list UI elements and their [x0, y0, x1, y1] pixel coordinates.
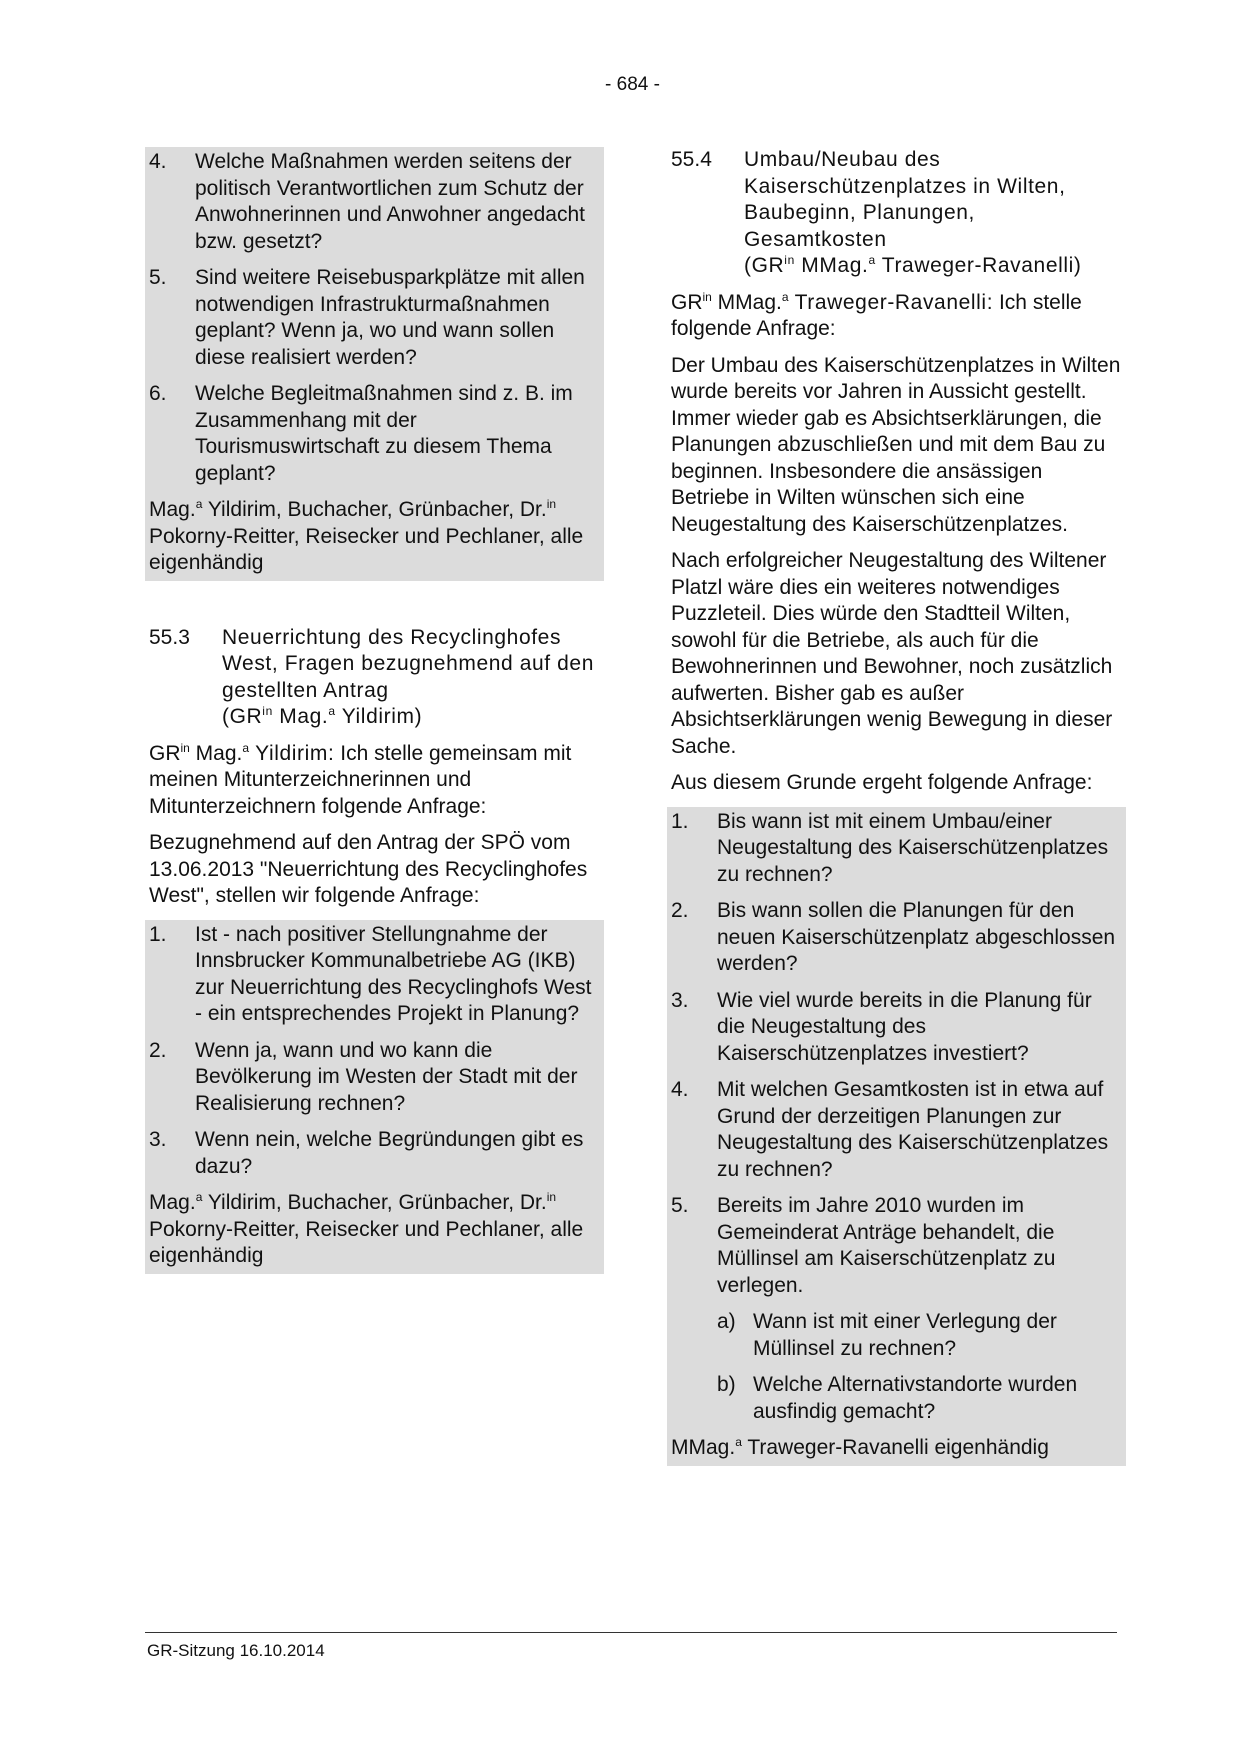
item-letter: b) [717, 1373, 736, 1396]
item-number: 3. [671, 988, 689, 1012]
list-item [671, 1077, 1122, 1183]
item-text: Ist - nach positiver Stellungnahme der Innsbrucker Kommunalbetriebe AG (IKB) zur Neuerrichtung des Recyclinghofs West - ein entsprechendes Projekt in Planung? [195, 922, 592, 1025]
item-number: 5. [149, 266, 167, 289]
list-item [671, 988, 1122, 1068]
item-number: 2. [671, 899, 689, 922]
speaker-intro: $GR^{in}$ Mag.$^a$ Yildirim: Ich stelle gemeinsam mit meinen Mitunterzeichnerinnen und Mitunterzeichnern folgende Anfrage: [149, 740, 572, 818]
list-item [671, 898, 1122, 978]
signatories: Mag.$^a$ Yildirim, Buchacher, Grünbacher, Dr.$^{in}$ Pokorny-Reitter, Reisecker und Pechlaner, alle eigenhändig [149, 497, 584, 574]
paragraph: Der Umbau des Kaiserschützenplatzes in Wilten wurde bereits vor Jahren in Aussicht gestellt. Immer wieder gab es Absichtserklärungen, die Planungen abzuschließen und mit dem Bau zu beginnen. Insbesondere die ansässigen Betriebe in Wilten wünschen sich eine Neugestaltung des Kaiserschützenplatzes. [671, 353, 1121, 536]
list-item [671, 1193, 1122, 1299]
item-text: Wenn ja, wann und wo kann die Bevölkerung im Westen der Stadt mit der Realisierung rechnen? [195, 1038, 578, 1115]
signatories: Mag.$^a$ Yildirim, Buchacher, Grünbacher, Dr.$^{in}$ Pokorny-Reitter, Reisecker und Pechlaner, alle eigenhändig [149, 1190, 584, 1267]
list-item [149, 1127, 600, 1180]
section-number: 55.4 [671, 148, 712, 171]
question-block [667, 807, 1126, 1466]
item-number: 1. [671, 809, 689, 833]
list-item [149, 149, 600, 255]
section-number: 55.3 [149, 625, 190, 649]
item-text: Bereits im Jahre 2010 wurden im Gemeinderat Anträge behandelt, die Müllinsel am Kaiserschützenplatz zu verlegen. [717, 1194, 1056, 1297]
item-number: 3. [149, 1128, 167, 1151]
list-item [671, 809, 1122, 889]
item-text: Sind weitere Reisebusparkplätze mit allen notwendigen Infrastrukturmaßnahmen geplant? Wenn ja, wo und wann sollen diese realisiert werden? [195, 266, 585, 369]
left-column [145, 147, 604, 1274]
item-number: 6. [149, 382, 167, 405]
list-item [149, 265, 600, 371]
paragraph: Bezugnehmend auf den Antrag der SPÖ vom 13.06.2013 "Neuerrichtung des Recyclinghofes West", stellen wir folgende Anfrage: [149, 831, 588, 907]
right-column [667, 147, 1126, 1466]
item-number: 4. [671, 1078, 689, 1101]
question-block-top [145, 147, 604, 581]
item-number: 4. [149, 150, 167, 173]
section-heading-55-3 [145, 625, 604, 731]
item-number: 5. [671, 1194, 689, 1217]
section-title: Neuerrichtung des Recyclinghofes West, Fragen bezugnehmend auf den gestellten Antrag ($GR^{in}$ Mag.$^a$ Yildirim) [222, 625, 594, 728]
item-text: Mit welchen Gesamtkosten ist in etwa auf Grund der derzeitigen Planungen zur Neugestaltung des Kaiserschützenplatzes zu rechnen? [717, 1078, 1109, 1181]
sub-list-item [717, 1309, 1122, 1362]
item-number: 1. [149, 922, 167, 946]
list-item [149, 922, 600, 1028]
item-text: Welche Alternativstandorte wurden ausfindig gemacht? [753, 1373, 1078, 1423]
page-number: - 684 - [605, 74, 660, 95]
item-text: Wie viel wurde bereits in die Planung für die Neugestaltung des Kaiserschützenplatzes investiert? [717, 988, 1092, 1065]
signatory: MMag.$^a$ Traweger-Ravanelli eigenhändig [671, 1435, 1049, 1459]
footer-divider [145, 1632, 1117, 1633]
item-letter: a) [717, 1310, 736, 1333]
section-title: Umbau/Neubau des Kaiserschützenplatzes in Wilten, Baubeginn, Planungen, Gesamtkosten ($GR^{in}$ MMag.$^a$ Traweger-Ravanelli) [744, 148, 1082, 277]
speaker-intro: $GR^{in}$ MMag.$^a$ Traweger-Ravanelli: Ich stelle folgende Anfrage: [671, 289, 1082, 340]
list-item [149, 1038, 600, 1118]
footer-session: GR-Sitzung 16.10.2014 [147, 1641, 325, 1660]
question-block [145, 920, 604, 1274]
item-text: Welche Maßnahmen werden seitens der politisch Verantwortlichen zum Schutz der Anwohnerinnen und Anwohner angedacht bzw. gesetzt? [195, 150, 585, 253]
item-text: Wenn nein, welche Begründungen gibt es dazu? [195, 1128, 584, 1178]
item-text: Bis wann sollen die Planungen für den neuen Kaiserschützenplatz abgeschlossen werden? [717, 899, 1116, 975]
sub-list-item [717, 1372, 1122, 1425]
paragraph: Nach erfolgreicher Neugestaltung des Wiltener Platzl wäre dies ein weiteres notwendiges Puzzleteil. Dies würde den Stadtteil Wilten, sowohl für die Betriebe, als auch für die Bewohnerinnen und Bewohner, noch zusätzlich aufwerten. Bisher gab es außer Absichtserklärungen wenig Bewegung in dieser Sache. [671, 549, 1113, 758]
item-text: Wann ist mit einer Verlegung der Müllinsel zu rechnen? [753, 1310, 1057, 1360]
item-text: Welche Begleitmaßnahmen sind z. B. im Zusammenhang mit der Tourismuswirtschaft zu diesem Thema geplant? [195, 382, 573, 485]
item-text: Bis wann ist mit einem Umbau/einer Neugestaltung des Kaiserschützenplatzes zu rechnen? [717, 809, 1109, 886]
item-number: 2. [149, 1038, 167, 1062]
list-item [149, 381, 600, 487]
paragraph: Aus diesem Grunde ergeht folgende Anfrage: [671, 771, 1093, 794]
section-heading-55-4 [667, 147, 1126, 280]
